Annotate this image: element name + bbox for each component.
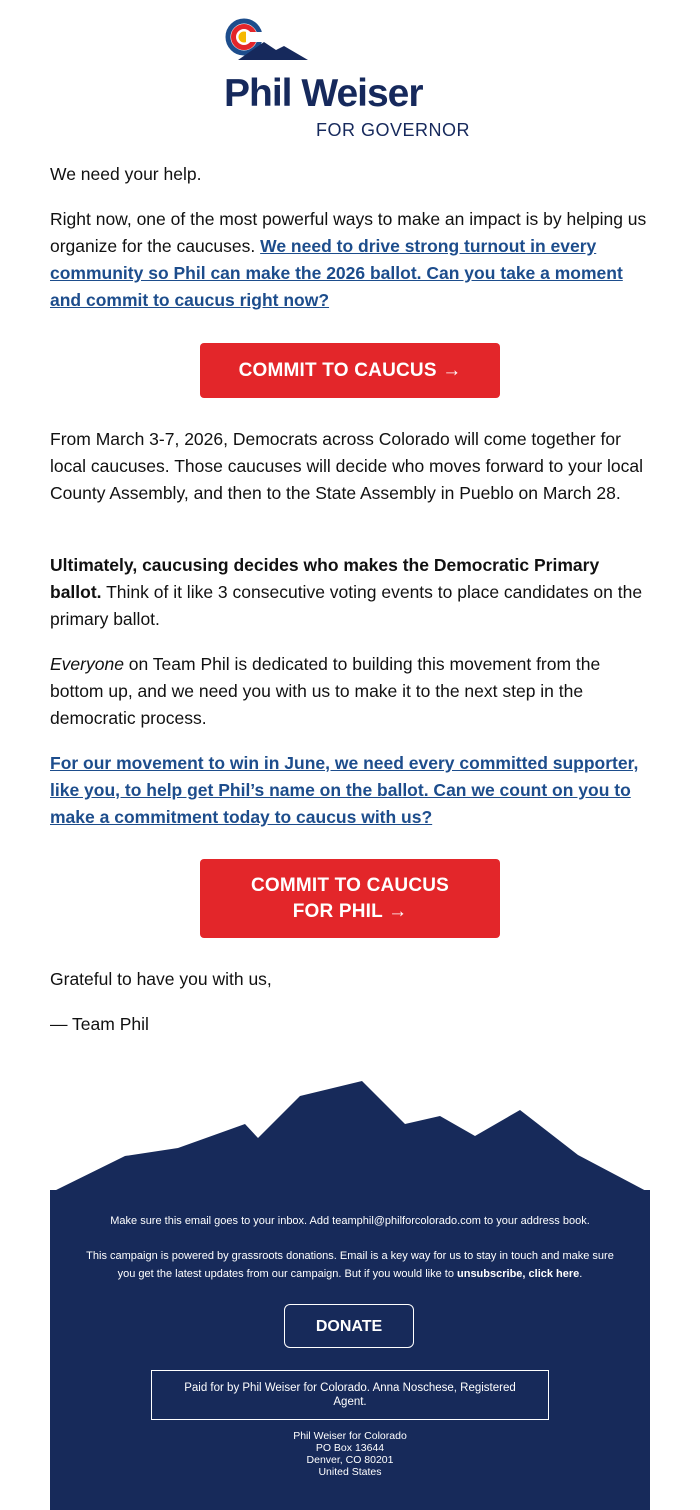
paragraph-organize xyxy=(50,206,650,314)
powered-note xyxy=(80,1247,620,1283)
address-line: Phil Weiser for Colorado xyxy=(293,1430,407,1442)
button2-line1: COMMIT TO CAUCUS xyxy=(250,874,450,896)
mailing-address xyxy=(50,1430,650,1478)
commit-to-caucus-for-phil-button[interactable] xyxy=(200,859,500,938)
donate-button[interactable]: DONATE xyxy=(284,1304,414,1348)
inbox-note: Make sure this email goes to your inbox. Add teamphil@philforcolorado.com to your address book. xyxy=(110,1215,590,1227)
closing: Grateful to have you with us, xyxy=(50,969,272,989)
commit-link-1[interactable]: We need to drive strong turnout in every community so Phil can make the 2026 ballot. Can you take a moment and commit to caucus right now? xyxy=(50,236,623,310)
commit-to-caucus-button[interactable]: COMMIT TO CAUCUS → xyxy=(200,343,500,398)
paragraph-team-phil xyxy=(50,651,650,732)
paid-for-disclaimer: Paid for by Phil Weiser for Colorado. Anna Noschese, Registered Agent. xyxy=(151,1370,549,1420)
address-line: Denver, CO 80201 xyxy=(306,1454,394,1466)
mountain-range-divider xyxy=(50,1078,650,1198)
colorado-c-logo-icon xyxy=(224,18,484,78)
footer xyxy=(50,1190,650,1510)
commit-link-2[interactable]: For our movement to win in June, we need every committed supporter, like you, to help get Phil’s name on the ballot. Can we count on you to make a commitment today to caucus with us? xyxy=(50,753,639,827)
paragraph-team-italic: Everyone xyxy=(50,654,124,674)
address-line: United States xyxy=(318,1466,382,1478)
paragraph-primary-bold: Ultimately, caucusing decides who makes the Democratic Primary ballot. xyxy=(50,555,600,602)
logo-name: Phil Weiser xyxy=(224,72,423,115)
paragraph-organize-text: Right now, one of the most powerful ways to make an impact is by helping us organize for the caucuses. xyxy=(50,209,647,256)
button2-line2: FOR PHIL → xyxy=(292,900,408,922)
address-line: PO Box 13644 xyxy=(315,1442,385,1454)
paragraph-team-rest: on Team Phil is dedicated to building this movement from the bottom up, and we need you with us to make it to the next step in the democratic process. xyxy=(50,654,601,728)
paragraph-primary-rest: Think of it like 3 consecutive voting events to place candidates on the primary ballot. xyxy=(50,582,643,629)
powered-text: This campaign is powered by grassroots donations. Email is a key way for us to stay in touch and make sure you get the latest updates from our campaign. But if you would like to xyxy=(86,1250,614,1280)
logo-subtitle: FOR GOVERNOR xyxy=(316,120,471,140)
campaign-logo xyxy=(224,18,484,140)
paragraph-primary-ballot xyxy=(50,552,650,633)
greeting: We need your help. xyxy=(50,164,202,184)
paragraph-caucus-dates: From March 3-7, 2026, Democrats across Colorado will come together for local caucuses. Those caucuses will decide who moves forward to your local County Assembly, and then to the State Assembly in Pueblo on March 28. xyxy=(50,429,644,503)
powered-end: . xyxy=(579,1268,583,1280)
paragraph-movement xyxy=(50,750,650,831)
signature: — Team Phil xyxy=(50,1014,149,1034)
unsubscribe-link[interactable]: unsubscribe, click here xyxy=(457,1268,580,1280)
